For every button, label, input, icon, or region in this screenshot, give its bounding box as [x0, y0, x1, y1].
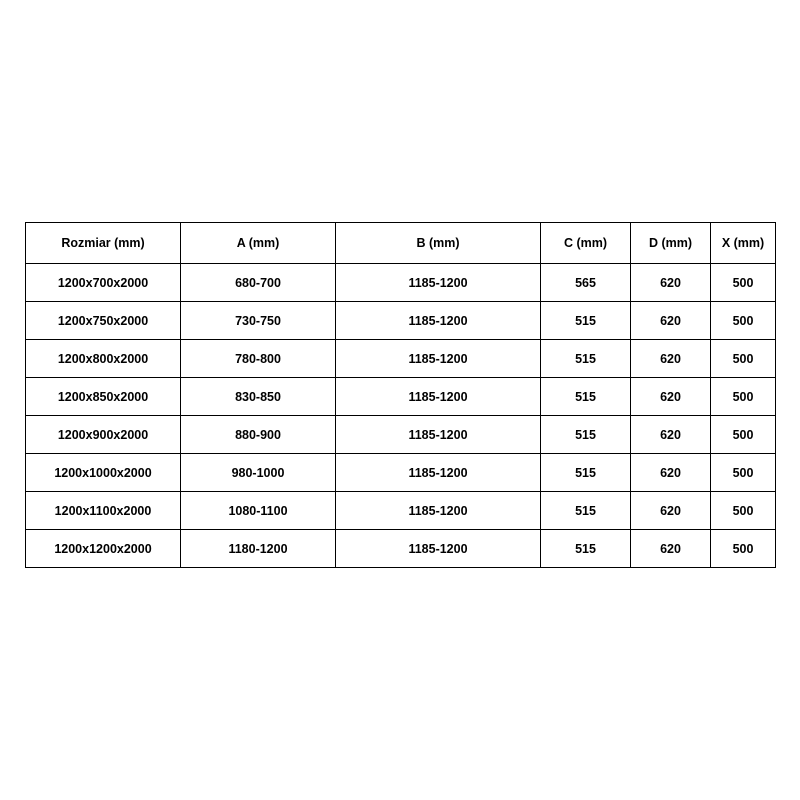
cell-a: 730-750	[181, 302, 336, 340]
cell-a: 1180-1200	[181, 530, 336, 568]
size-table-container	[25, 222, 775, 568]
table-row	[26, 492, 776, 530]
cell-x: 500	[711, 378, 776, 416]
cell-rozmiar: 1200x900x2000	[26, 416, 181, 454]
cell-x: 500	[711, 492, 776, 530]
column-header-a: A (mm)	[181, 223, 336, 264]
cell-d: 620	[631, 340, 711, 378]
cell-rozmiar: 1200x850x2000	[26, 378, 181, 416]
table-row	[26, 416, 776, 454]
cell-d: 620	[631, 378, 711, 416]
cell-x: 500	[711, 530, 776, 568]
table-row	[26, 378, 776, 416]
cell-c: 515	[541, 416, 631, 454]
cell-c: 515	[541, 492, 631, 530]
cell-c: 515	[541, 302, 631, 340]
cell-d: 620	[631, 264, 711, 302]
cell-b: 1185-1200	[336, 264, 541, 302]
table-row	[26, 530, 776, 568]
cell-d: 620	[631, 416, 711, 454]
cell-d: 620	[631, 530, 711, 568]
column-header-b: B (mm)	[336, 223, 541, 264]
cell-a: 880-900	[181, 416, 336, 454]
table-row	[26, 302, 776, 340]
table-row	[26, 264, 776, 302]
cell-a: 780-800	[181, 340, 336, 378]
column-header-rozmiar: Rozmiar (mm)	[26, 223, 181, 264]
cell-d: 620	[631, 492, 711, 530]
cell-x: 500	[711, 302, 776, 340]
cell-c: 515	[541, 530, 631, 568]
cell-rozmiar: 1200x1200x2000	[26, 530, 181, 568]
cell-c: 515	[541, 378, 631, 416]
cell-rozmiar: 1200x1000x2000	[26, 454, 181, 492]
column-header-x: X (mm)	[711, 223, 776, 264]
column-header-d: D (mm)	[631, 223, 711, 264]
table-header-row	[26, 223, 776, 264]
column-header-c: C (mm)	[541, 223, 631, 264]
cell-b: 1185-1200	[336, 340, 541, 378]
cell-c: 565	[541, 264, 631, 302]
cell-b: 1185-1200	[336, 416, 541, 454]
cell-rozmiar: 1200x750x2000	[26, 302, 181, 340]
cell-c: 515	[541, 340, 631, 378]
cell-rozmiar: 1200x700x2000	[26, 264, 181, 302]
cell-rozmiar: 1200x800x2000	[26, 340, 181, 378]
cell-a: 680-700	[181, 264, 336, 302]
cell-b: 1185-1200	[336, 302, 541, 340]
size-table	[25, 222, 776, 568]
cell-x: 500	[711, 264, 776, 302]
table-row	[26, 454, 776, 492]
cell-b: 1185-1200	[336, 492, 541, 530]
cell-b: 1185-1200	[336, 454, 541, 492]
cell-d: 620	[631, 302, 711, 340]
table-row	[26, 340, 776, 378]
cell-a: 1080-1100	[181, 492, 336, 530]
cell-x: 500	[711, 340, 776, 378]
cell-x: 500	[711, 454, 776, 492]
cell-c: 515	[541, 454, 631, 492]
cell-x: 500	[711, 416, 776, 454]
cell-a: 980-1000	[181, 454, 336, 492]
cell-rozmiar: 1200x1100x2000	[26, 492, 181, 530]
cell-a: 830-850	[181, 378, 336, 416]
cell-b: 1185-1200	[336, 378, 541, 416]
cell-d: 620	[631, 454, 711, 492]
cell-b: 1185-1200	[336, 530, 541, 568]
